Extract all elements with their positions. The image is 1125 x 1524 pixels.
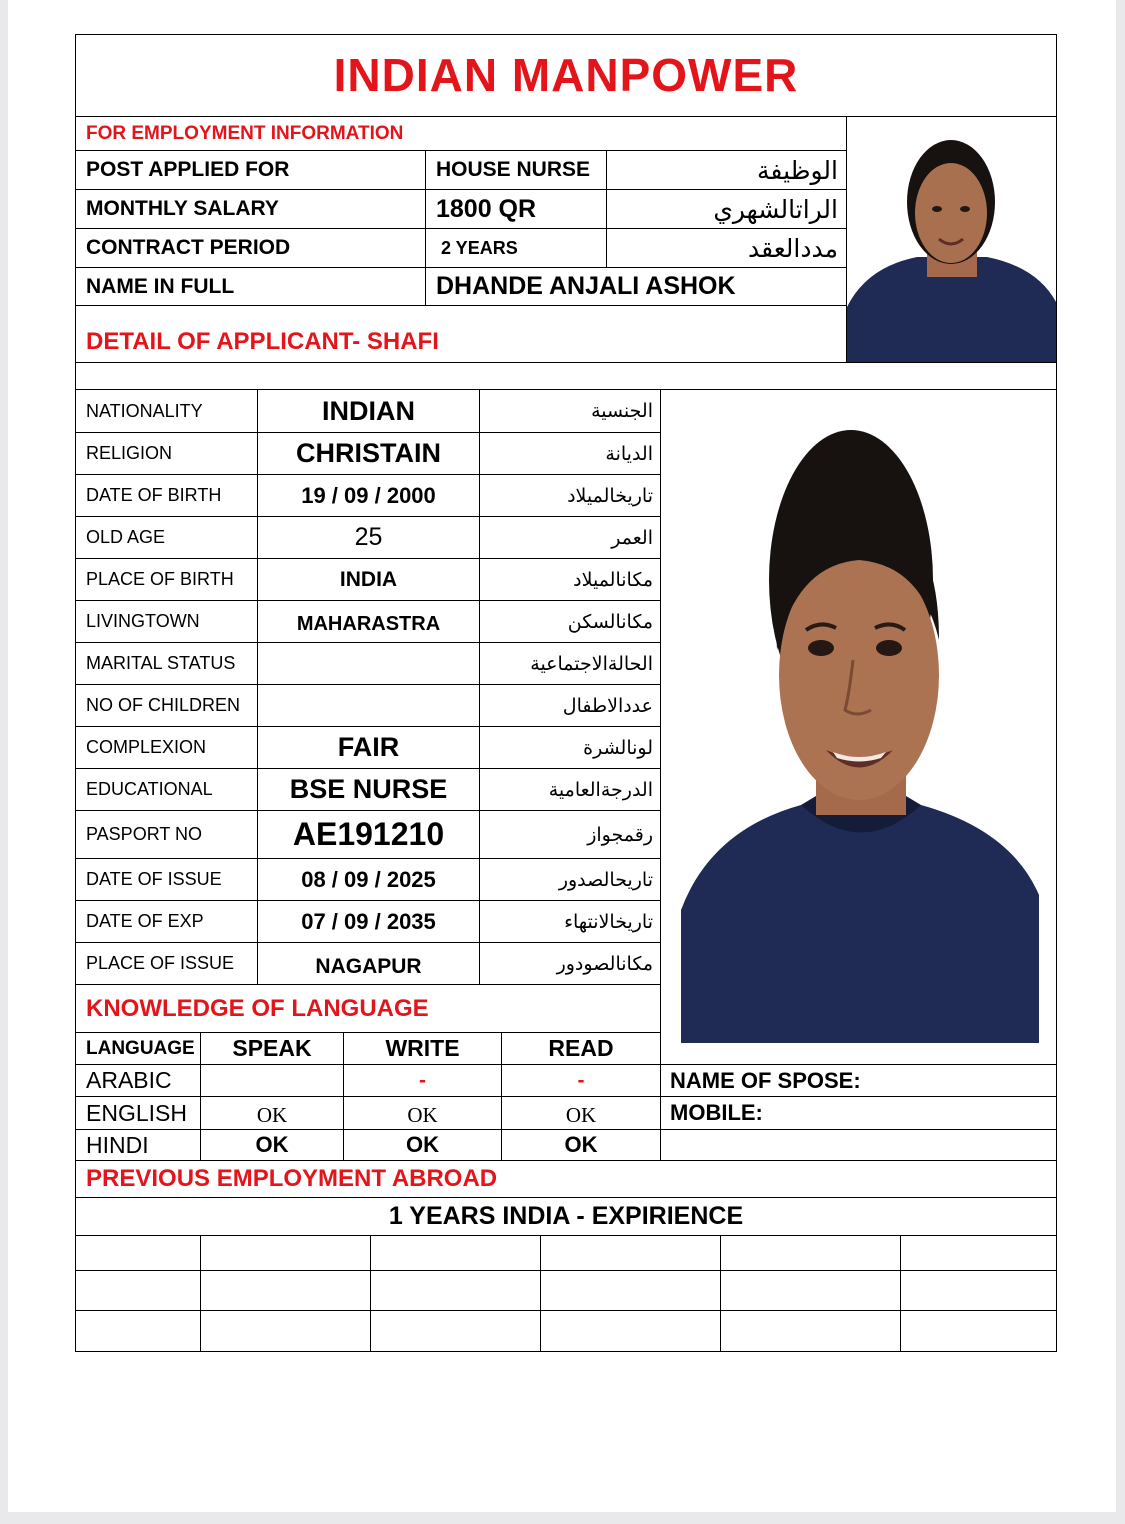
contract-label: CONTRACT PERIOD	[86, 236, 291, 259]
detail-value: FAIR	[337, 732, 400, 762]
language-write: OK	[406, 1132, 439, 1157]
detail-value: 08 / 09 / 2025	[301, 866, 436, 892]
detail-value: 07 / 09 / 2035	[301, 908, 436, 934]
post-arabic: الوظيفة	[757, 155, 838, 185]
name-value: DHANDE ANJALI ASHOK	[436, 272, 736, 300]
language-speak	[201, 1065, 343, 1096]
contract-arabic: مددالعقد	[747, 233, 838, 263]
detail-label: EDUCATIONAL	[86, 779, 213, 799]
detail-label: LIVINGTOWN	[86, 611, 200, 631]
post-label: POST APPLIED FOR	[86, 158, 290, 181]
detail-value: CHRISTAIN	[296, 438, 441, 468]
detail-value: 25	[354, 523, 383, 551]
detail-arabic: مكانالصودور	[556, 952, 653, 975]
detail-arabic: عددالاطفال	[562, 694, 653, 717]
language-name: HINDI	[86, 1131, 149, 1158]
detail-value: INDIAN	[322, 395, 415, 426]
detail-value	[258, 643, 479, 684]
salary-value: 1800 QR	[436, 194, 537, 223]
detail-arabic: الحالةالاجتماعية	[530, 652, 653, 675]
employment-heading: PREVIOUS EMPLOYMENT ABROAD	[86, 1165, 498, 1192]
detail-value: AE191210	[292, 816, 445, 852]
detail-label: NO OF CHILDREN	[86, 695, 241, 715]
applicant-photo-small	[847, 117, 1056, 362]
detail-arabic: تاريخالميلاد	[567, 484, 653, 507]
write-col-header: WRITE	[385, 1035, 460, 1061]
detail-arabic: العمر	[611, 526, 653, 549]
detail-heading: DETAIL OF APPLICANT- SHAFI	[86, 328, 439, 355]
language-read: OK	[564, 1132, 598, 1157]
detail-arabic: تاريحالصدور	[558, 868, 653, 891]
detail-arabic: مكانالميلاد	[573, 568, 653, 591]
language-name: ENGLISH	[86, 1099, 187, 1126]
spouse-label: NAME OF SPOSE:	[670, 1067, 861, 1093]
name-label: NAME IN FULL	[86, 274, 235, 298]
experience-text: 1 YEARS INDIA - EXPIRIENCE	[388, 1202, 744, 1230]
speak-col-header: SPEAK	[232, 1035, 312, 1061]
detail-arabic: لونالشرة	[583, 736, 653, 759]
detail-value: BSE NURSE	[289, 774, 448, 804]
detail-arabic: الدرجةالعامية	[548, 778, 653, 801]
detail-label: NATIONALITY	[86, 400, 203, 421]
detail-label: DATE OF ISSUE	[86, 869, 222, 889]
detail-value: 19 / 09 / 2000	[301, 482, 436, 508]
detail-value: INDIA	[339, 567, 398, 591]
detail-arabic: الجنسية	[591, 400, 653, 422]
application-form	[8, 0, 1116, 1512]
detail-label: PLACE OF BIRTH	[86, 569, 234, 589]
language-read: -	[577, 1068, 585, 1092]
post-value: HOUSE NURSE	[436, 158, 591, 181]
detail-label: OLD AGE	[86, 527, 166, 547]
detail-value: NAGAPUR	[315, 954, 422, 978]
read-col-header: READ	[548, 1035, 614, 1061]
detail-arabic: رقمجواز	[587, 823, 653, 846]
detail-arabic: الديانة	[605, 442, 653, 465]
language-write: -	[419, 1068, 426, 1092]
detail-label: PLACE OF ISSUE	[86, 953, 235, 973]
contract-value: 2 YEARS	[441, 237, 518, 258]
detail-label: COMPLEXION	[86, 737, 207, 757]
language-speak: OK	[255, 1132, 289, 1157]
language-col-header: LANGUAGE	[86, 1037, 195, 1059]
salary-label: MONTHLY SALARY	[86, 197, 279, 220]
detail-value: MAHARASTRA	[296, 613, 441, 635]
detail-label: DATE OF BIRTH	[86, 485, 222, 505]
form-title: INDIAN MANPOWER	[333, 49, 799, 101]
detail-label: DATE OF EXP	[86, 911, 204, 931]
detail-label: RELIGION	[86, 443, 173, 463]
applicant-photo-large	[681, 390, 1039, 1043]
employment-info-heading: FOR EMPLOYMENT INFORMATION	[86, 123, 404, 144]
mobile-label: MOBILE:	[670, 1100, 763, 1125]
detail-arabic: مكانالسكن	[567, 610, 653, 633]
language-read: OK	[565, 1102, 597, 1127]
detail-label: PASPORT NO	[86, 824, 203, 844]
detail-arabic: تاريخالانتهاء	[564, 910, 653, 933]
language-heading: KNOWLEDGE OF LANGUAGE	[86, 995, 429, 1022]
detail-label: MARITAL STATUS	[86, 653, 236, 673]
language-speak: OK	[256, 1102, 288, 1127]
detail-value	[258, 685, 479, 726]
salary-arabic: الراتالشهري	[713, 194, 838, 224]
language-name: ARABIC	[86, 1067, 172, 1093]
language-write: OK	[407, 1102, 438, 1127]
